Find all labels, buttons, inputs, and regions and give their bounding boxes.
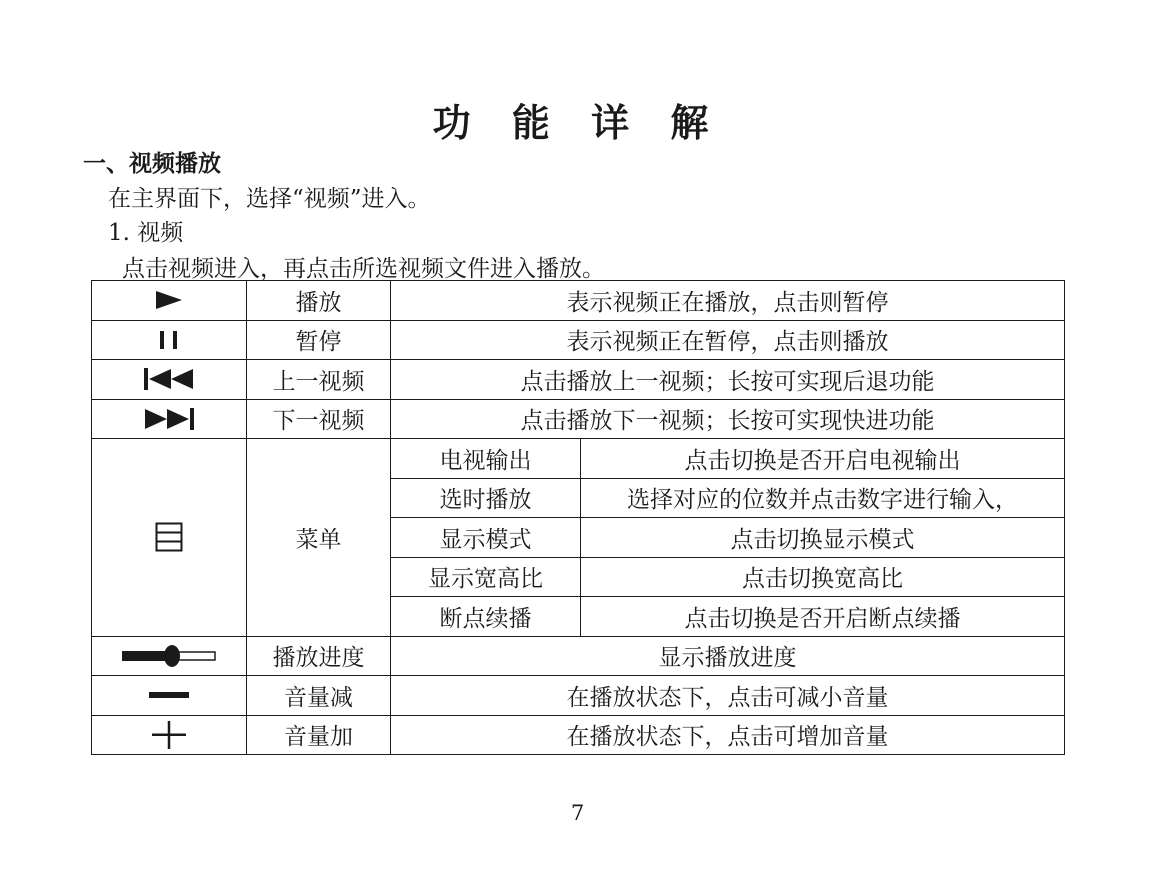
progress-bar-icon-cell [92,636,247,676]
intro-text: 在主界面下，选择“视频”进入。 [108,186,431,212]
menu-option-name: 选时播放 [391,478,581,518]
table-row [92,399,1065,439]
section-heading: 一、视频播放 [83,150,221,177]
menu-option-name: 电视输出 [391,439,581,479]
function-description: 点击播放下一视频；长按可实现快进功能 [391,399,1065,439]
function-description: 点击播放上一视频；长按可实现后退功能 [391,360,1065,400]
subsection-heading: 1. 视频 [108,220,184,246]
function-name: 音量减 [247,676,391,716]
menu-icon [155,522,183,552]
pause-icon-cell [92,320,247,360]
progress-bar-icon [121,644,217,668]
volume-up-icon [151,720,187,750]
function-name: 播放 [247,281,391,321]
volume-up-icon-cell [92,715,247,755]
menu-option-description: 点击切换宽高比 [581,557,1065,597]
menu-option-description: 选择对应的位数并点击数字进行输入， [581,478,1065,518]
menu-icon-cell [92,439,247,637]
function-name: 音量加 [247,715,391,755]
function-name: 上一视频 [247,360,391,400]
function-name: 下一视频 [247,399,391,439]
menu-option-name: 显示模式 [391,518,581,558]
previous-icon [143,367,195,391]
next-icon-cell [92,399,247,439]
table-row [92,636,1065,676]
volume-down-icon [148,688,190,702]
previous-icon-cell [92,360,247,400]
play-icon-cell [92,281,247,321]
function-description: 表示视频正在播放，点击则暂停 [391,281,1065,321]
function-name: 暂停 [247,320,391,360]
function-description: 在播放状态下，点击可增加音量 [391,715,1065,755]
table-row [92,715,1065,755]
page-number: 7 [570,801,585,825]
function-description: 在播放状态下，点击可减小音量 [391,676,1065,716]
menu-option-name: 显示宽高比 [391,557,581,597]
menu-option-name: 断点续播 [391,597,581,637]
table-row [92,281,1065,321]
table-row [92,676,1065,716]
table-row [92,320,1065,360]
menu-option-description: 点击切换是否开启电视输出 [581,439,1065,479]
menu-option-description: 点击切换显示模式 [581,518,1065,558]
page-title: 功 能 详 解 [432,100,723,145]
volume-down-icon-cell [92,676,247,716]
pause-icon [157,329,181,351]
description-text: 点击视频进入，再点击所选视频文件进入播放。 [122,256,605,282]
function-description: 显示播放进度 [391,636,1065,676]
next-icon [143,407,195,431]
menu-option-description: 点击切换是否开启断点续播 [581,597,1065,637]
function-table [91,280,1065,755]
function-name: 播放进度 [247,636,391,676]
table-row [92,439,1065,479]
play-icon [154,289,184,311]
function-name: 菜单 [247,439,391,637]
table-row [92,360,1065,400]
function-description: 表示视频正在暂停，点击则播放 [391,320,1065,360]
